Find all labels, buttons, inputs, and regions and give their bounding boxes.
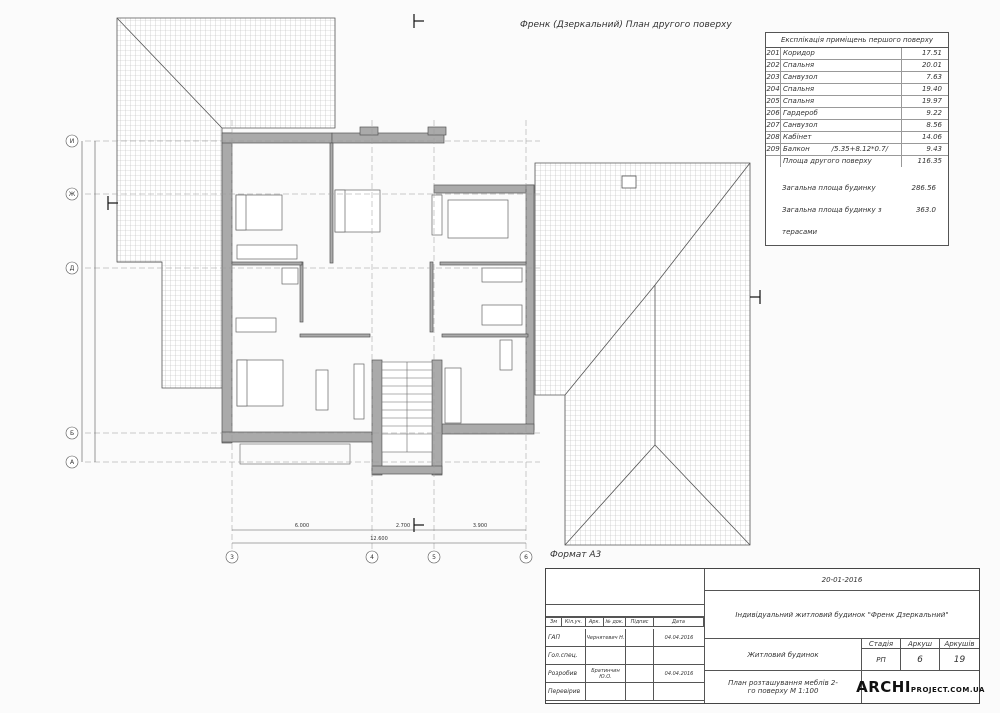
schedule-row (766, 72, 948, 84)
axis-label-left: И (69, 138, 75, 145)
schedule-row (766, 144, 948, 156)
tb-col-header: № док. (604, 617, 626, 627)
tb-col-header: Зм (546, 617, 562, 627)
axis-label-left: Ж (68, 191, 76, 198)
house-total-terrace-value: 363.0 (915, 206, 936, 214)
room-name: Спальня (781, 84, 902, 95)
room-name: Спальня (781, 96, 902, 107)
tb-role: ГАП (546, 629, 586, 647)
dimension-value: 6.000 (294, 523, 310, 529)
tb-sheets: 19 (940, 649, 979, 671)
dimension-value: 2.700 (395, 523, 411, 529)
tb-date: 20-01-2016 (704, 569, 979, 591)
room-area: 17.51 (921, 49, 942, 57)
room-number: 202 (766, 61, 780, 69)
schedule-row (766, 84, 948, 96)
schedule-row (766, 132, 948, 144)
room-area: 14.06 (921, 133, 942, 141)
tb-person: Чернятевич Н. (586, 629, 626, 647)
room-formula: /5.35+8.12*0.7/ (831, 145, 889, 153)
tb-date-cell (654, 647, 704, 665)
room-area: 9.43 (926, 145, 942, 153)
tb-person: Братинчин Ю.О. (586, 665, 626, 683)
floor-total-label: Площа другого поверху (781, 156, 902, 167)
tb-sheet: 6 (901, 649, 940, 671)
room-name: Санвузол (781, 120, 902, 131)
dimension-value: 3.900 (472, 523, 488, 529)
tb-col-header: Арк. (586, 617, 604, 627)
tb-signature (626, 629, 654, 647)
room-schedule-table (765, 32, 949, 246)
dimension-total: 12.600 (370, 536, 388, 542)
room-number: 208 (766, 133, 780, 141)
schedule-row (766, 60, 948, 72)
schedule-row (766, 108, 948, 120)
room-name: Спальня (781, 60, 902, 71)
axis-label-bottom: 4 (370, 554, 374, 561)
tb-date-cell: 04.04.2016 (654, 665, 704, 683)
tb-col-header: Кіл.уч. (562, 617, 586, 627)
room-number: 209 (766, 145, 780, 153)
room-number: 204 (766, 85, 780, 93)
room-name: Гардероб (781, 108, 902, 119)
format-label: Формат А3 (550, 550, 602, 560)
room-area: 20.01 (921, 61, 942, 69)
schedule-row (766, 48, 948, 60)
roof-right (535, 163, 750, 545)
house-total-row (766, 177, 948, 199)
axis-label-left: А (69, 459, 75, 466)
house-total-label: Загальна площа будинку (782, 184, 876, 192)
schedule-header: Експлікація приміщень першого поверху (766, 33, 948, 48)
room-number: 207 (766, 121, 780, 129)
room-area: 9.22 (926, 109, 942, 117)
axis-label-bottom: 5 (432, 554, 436, 561)
sheet-title: Френк (Дзеркальний) План другого поверху (520, 20, 732, 30)
tb-sheets-label: Аркушів (940, 639, 979, 649)
room-area: 7.63 (926, 73, 942, 81)
tb-date-cell: 04.04.2016 (654, 629, 704, 647)
tb-stage-label: Стадія (862, 639, 901, 649)
archi-logo: ARCHIPROJECT.COM.UA (856, 678, 985, 696)
room-name: Кабінет (781, 132, 902, 143)
floor-total-value: 116.35 (917, 157, 942, 165)
room-area: 8.56 (926, 121, 942, 129)
room-name: Санвузол (781, 72, 902, 83)
schedule-row (766, 96, 948, 108)
room-area: 19.97 (921, 97, 942, 105)
tb-logo (856, 671, 985, 703)
room-number: 203 (766, 73, 780, 81)
balcony (240, 444, 350, 464)
axis-markers-bottom (226, 551, 532, 563)
room-area: 19.40 (921, 85, 942, 93)
axis-label-left: Д (69, 265, 75, 272)
house-total-terrace-label: Загальна площа будинку з терасами (782, 206, 882, 236)
tb-col-header: Підпис (626, 617, 654, 627)
tb-object: Житловий будинок (704, 639, 862, 671)
tb-date-cell (654, 683, 704, 701)
tb-revision-row (546, 593, 704, 605)
room-name: Балкон /5.35+8.12*0.7/ (781, 144, 902, 155)
room-name: Коридор (781, 48, 902, 59)
walls (222, 127, 534, 475)
tb-person (586, 683, 626, 701)
tb-signature (626, 665, 654, 683)
tb-role: Гол.спец. (546, 647, 586, 665)
room-number: 201 (766, 49, 780, 57)
axis-label-left: Б (69, 430, 75, 437)
schedule-row (766, 120, 948, 132)
tb-person (586, 647, 626, 665)
tb-signature (626, 683, 654, 701)
tb-signature (626, 647, 654, 665)
house-total-value: 286.56 (911, 184, 936, 192)
house-total-terrace-row (766, 199, 948, 236)
tb-project: Індивідуальний житловий будинок "Френк Дзеркальний" (704, 591, 979, 639)
schedule-floor-total-row (766, 156, 948, 167)
room-number: 206 (766, 109, 780, 117)
axis-markers-left (66, 135, 78, 468)
tb-sheet-name: План розташування меблів 2-го поверху М 1:100 (704, 671, 862, 703)
tb-stage: РП (862, 649, 901, 671)
axis-label-bottom: 3 (230, 554, 234, 561)
tb-sheet-label: Аркуш (901, 639, 940, 649)
staircase (382, 362, 432, 452)
tb-revision-row (546, 605, 704, 617)
tb-role: Розробив (546, 665, 586, 683)
tb-col-header: Дата (654, 617, 704, 627)
axis-label-bottom: 6 (524, 554, 528, 561)
title-block (545, 568, 985, 704)
tb-role: Перевірив (546, 683, 586, 701)
room-number: 205 (766, 97, 780, 105)
